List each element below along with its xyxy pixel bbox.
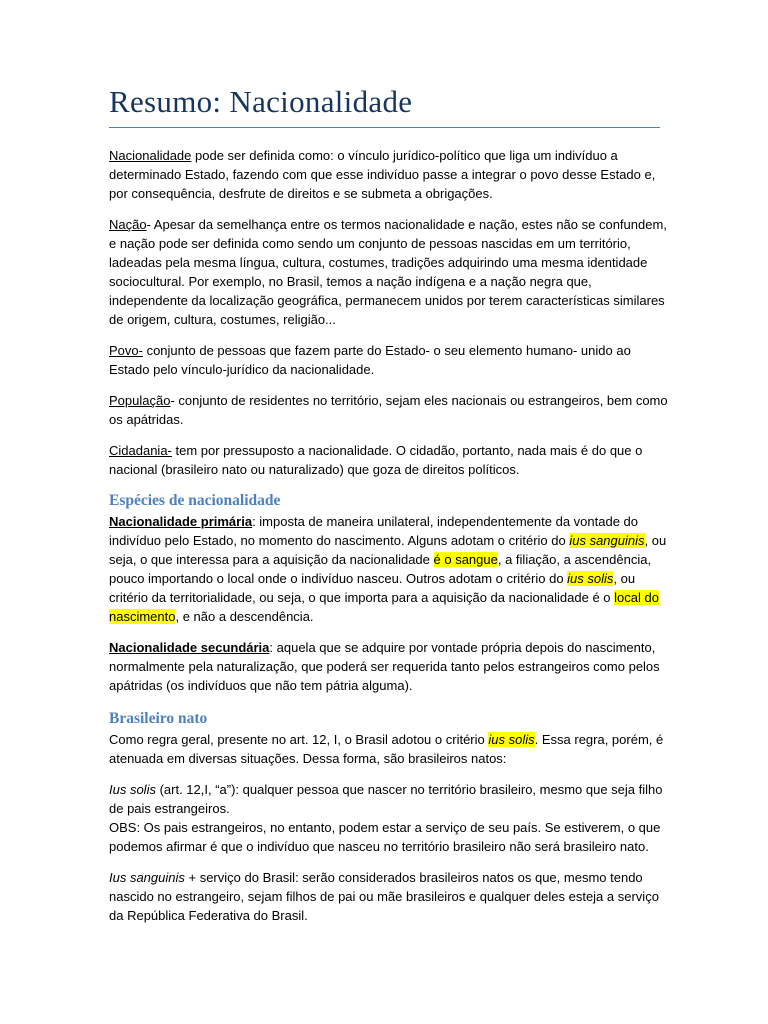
paragraph-text: conjunto de pessoas que fazem parte do Estado- o seu elemento humano- unido ao Estado pelo vínculo-jurídico da nacionalidade. — [109, 343, 631, 377]
highlight-ius-solis: ius solis — [567, 571, 614, 586]
paragraph-primaria — [109, 512, 669, 626]
paragraph-obs: OBS: Os pais estrangeiros, no entanto, podem estar a serviço de seu país. Se estiverem, o que podemos afirmar é que o indivíduo que nasceu no território brasileiro não será brasileiro nato. — [109, 820, 661, 854]
term-secundaria: Nacionalidade secundária — [109, 640, 270, 655]
paragraph-ius-solis — [109, 780, 669, 818]
highlight-ius-sanguinis: ius sanguinis — [569, 533, 645, 548]
paragraph-text: , e não a descendência. — [175, 609, 314, 624]
term-cidadania: Cidadania- — [109, 443, 172, 458]
paragraph-text: + serviço do Brasil: serão considerados brasileiros natos os que, mesmo tendo nascido no estrangeiro, sejam filhos de pai ou mãe brasileiros e qualquer deles esteja a serviço da República Federativa do Brasil. — [109, 870, 659, 923]
term-populacao: População — [109, 393, 171, 408]
highlight-local-nascimento: local do nascimento — [109, 590, 659, 624]
paragraph-text: , a filiação, a ascendência, pouco importando o local onde o indivíduo nasceu. Outros adotam o critério do — [109, 552, 652, 586]
term-ius-solis: Ius solis — [109, 782, 156, 797]
term-primaria: Nacionalidade primária — [109, 514, 253, 529]
paragraph-text: : aquela que se adquire por vontade própria depois do nascimento, normalmente pela naturalização, que poderá ser requerida tanto pelos estrangeiros como pelos apátridas (os indivíduos que não tem pátria alguma). — [109, 640, 660, 693]
paragraph-ius-sanguinis — [109, 868, 669, 925]
paragraph-text: Como regra geral, presente no art. 12, I, o Brasil adotou o critério — [109, 732, 489, 747]
paragraph-populacao — [109, 391, 669, 429]
paragraph-text: (art. 12,I, “a”): qualquer pessoa que nascer no território brasileiro, mesmo que seja filho de pais estrangeiros. — [109, 782, 663, 816]
paragraph-cidadania — [109, 441, 669, 479]
paragraph-text: - Apesar da semelhança entre os termos nacionalidade e nação, estes não se confundem, e nação pode ser definida como sendo um conjunto de pessoas nascidas em um território, ladeadas pela mesma língua, cultura, costumes, tradições adquirindo uma mesma identidade sociocultural. Por exemplo, no Brasil, temos a nação indígena e a nação negra que, independente da localização geográfica, permanecem unidos por terem características similares de origem, cultura, costumes, religião... — [109, 217, 667, 327]
paragraph-secundaria — [109, 638, 669, 695]
term-nacionalidade: Nacionalidade — [109, 148, 192, 163]
paragraph-povo — [109, 341, 669, 379]
paragraph-nacionalidade — [109, 146, 669, 203]
paragraph-text: , ou seja, o que interessa para a aquisição da nacionalidade — [109, 533, 667, 567]
term-nacao: Nação — [109, 217, 147, 232]
paragraph-text: : imposta de maneira unilateral, independentemente da vontade do indivíduo pelo Estado, no momento do nascimento. Alguns adotam o critério do — [109, 514, 638, 548]
page-title: Resumo: Nacionalidade — [109, 84, 413, 119]
paragraph-nacao — [109, 215, 669, 329]
paragraph-text: . Essa regra, porém, é atenuada em diversas situações. Dessa forma, são brasileiros natos: — [109, 732, 664, 766]
paragraph-text: - conjunto de residentes no território, sejam eles nacionais ou estrangeiros, bem como os apátridas. — [109, 393, 668, 427]
section-heading-brasileiro-nato: Brasileiro nato — [109, 710, 208, 727]
paragraph-text: , ou critério da territorialidade, ou seja, o que importa para a aquisição da nacionalidade é o — [109, 571, 636, 605]
paragraph-text: tem por pressuposto a nacionalidade. O cidadão, portanto, nada mais é do que o nacional (brasileiro nato ou naturalizado) que goza de direitos políticos. — [109, 443, 643, 477]
section-heading-especies: Espécies de nacionalidade — [109, 492, 281, 509]
term-ius-sanguinis: Ius sanguinis — [109, 870, 185, 885]
highlight-ius-solis: ius solis — [488, 732, 535, 747]
term-povo: Povo- — [109, 343, 143, 358]
title-divider — [109, 127, 660, 128]
highlight-sangue: é o sangue — [433, 552, 498, 567]
paragraph-regra-geral — [109, 730, 669, 768]
paragraph-text: pode ser definida como: o vínculo jurídico-político que liga um indivíduo a determinado Estado, fazendo com que esse indivíduo passe a integrar o povo desse Estado e, por consequência, desfrute de direitos e se submeta a obrigações. — [109, 148, 656, 201]
document-body — [109, 146, 669, 937]
